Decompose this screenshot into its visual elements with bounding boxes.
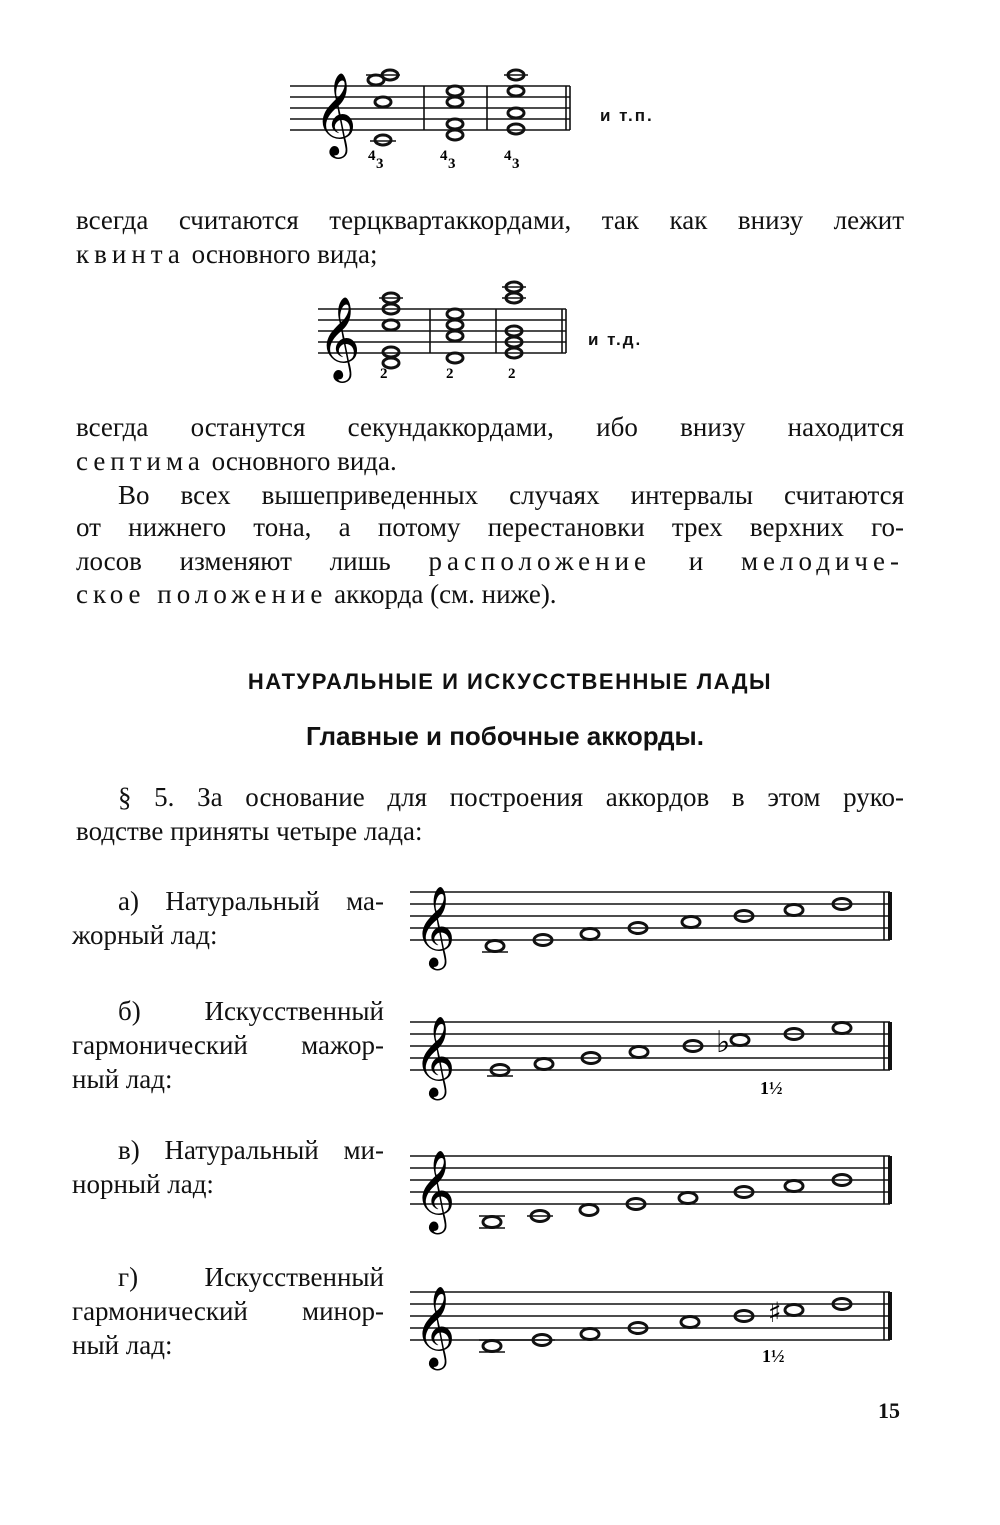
text-line: от нижнего тона, а потому перестановки трех верхних го- (76, 512, 904, 542)
figure-number: 2 (508, 366, 516, 382)
mode-label-line: в) Натуральный ми- (118, 1135, 384, 1165)
treble-clef-icon: 𝄞 (314, 71, 357, 155)
text-span: лосов изменяют лишь (76, 546, 429, 576)
mode-label-d (72, 1260, 384, 1362)
music-example-2 (318, 282, 578, 382)
mode-label-line: норный лад: (72, 1169, 214, 1199)
treble-clef-icon: 𝄞 (318, 295, 361, 379)
text-line (76, 237, 904, 271)
figure-number: 2 (446, 366, 454, 382)
text-span: основного вида; (184, 239, 378, 269)
scale-staff-natural-major (410, 878, 900, 967)
text-line: Во всех вышеприведенных случаях интервалы считаются (118, 480, 904, 510)
figure-number: 2 (380, 366, 388, 382)
mode-label-line: гармонический минор- (72, 1296, 384, 1326)
text-span: и (651, 546, 741, 576)
figure-number: 3 (512, 156, 520, 172)
mode-label-line: г) Искусственный (118, 1262, 384, 1292)
figure-number: 3 (376, 156, 384, 172)
mode-label-line: б) Искусственный (118, 996, 384, 1026)
mode-label-line: а) Натуральный ма- (118, 886, 384, 916)
scale-staff-natural-minor (410, 1142, 900, 1232)
section-heading: НАТУРАЛЬНЫЕ И ИСКУССТВЕННЫЕ ЛАДЫ (247, 669, 773, 694)
mode-label-line: ный лад: (72, 1064, 173, 1094)
text-line: § 5. За основание для построения аккордов в этом руко- (118, 782, 904, 812)
interval-mark: 1½ (762, 1346, 785, 1366)
text-line: всегда останутся секундаккордами, ибо внизу находится (76, 412, 904, 442)
text-span: основного вида. (204, 446, 397, 476)
text-line (76, 577, 904, 611)
scale-staff-harmonic-minor (410, 1278, 900, 1373)
mode-label-a (72, 884, 384, 952)
etc-label: и т.д. (588, 330, 643, 349)
figure-number: 4 (504, 148, 512, 164)
page-number: 15 (878, 1398, 900, 1423)
text-line (76, 544, 904, 578)
etc-label: и т.п. (600, 106, 654, 125)
text-line (76, 444, 904, 478)
spaced-term: расположение (428, 546, 651, 576)
flat-icon: ♭ (716, 1025, 731, 1060)
figure-number: 4 (368, 148, 376, 164)
treble-clef-icon: 𝄞 (414, 1285, 456, 1367)
sharp-icon: ♯ (768, 1296, 782, 1329)
scale-staff-harmonic-major (410, 1008, 900, 1100)
mode-label-line: ный лад: (72, 1330, 173, 1360)
section-subheading: Главные и побочные аккорды. (306, 721, 704, 751)
mode-label-line: гармонический мажор- (72, 1030, 384, 1060)
text-line: всегда считаются терцквартаккордами, так как внизу лежит (76, 205, 904, 235)
mode-label-c (72, 1133, 384, 1201)
treble-clef-icon: 𝄞 (414, 885, 456, 967)
figure-number: 3 (448, 156, 456, 172)
spaced-term: септима (76, 446, 205, 476)
spaced-term: мелодиче- (740, 546, 904, 576)
mode-label-b (72, 994, 384, 1096)
text-span: аккорда (см. ниже). (327, 579, 557, 609)
text-line: водстве приняты четыре лада: (76, 816, 423, 846)
mode-label-line: жорный лад: (72, 920, 218, 950)
treble-clef-icon: 𝄞 (414, 1015, 456, 1097)
spaced-term: квинта (76, 239, 185, 269)
treble-clef-icon: 𝄞 (414, 1149, 456, 1231)
spaced-term: ское положение (76, 579, 328, 609)
music-example-1 (290, 68, 590, 178)
interval-mark: 1½ (760, 1078, 783, 1098)
figure-number: 4 (440, 148, 448, 164)
